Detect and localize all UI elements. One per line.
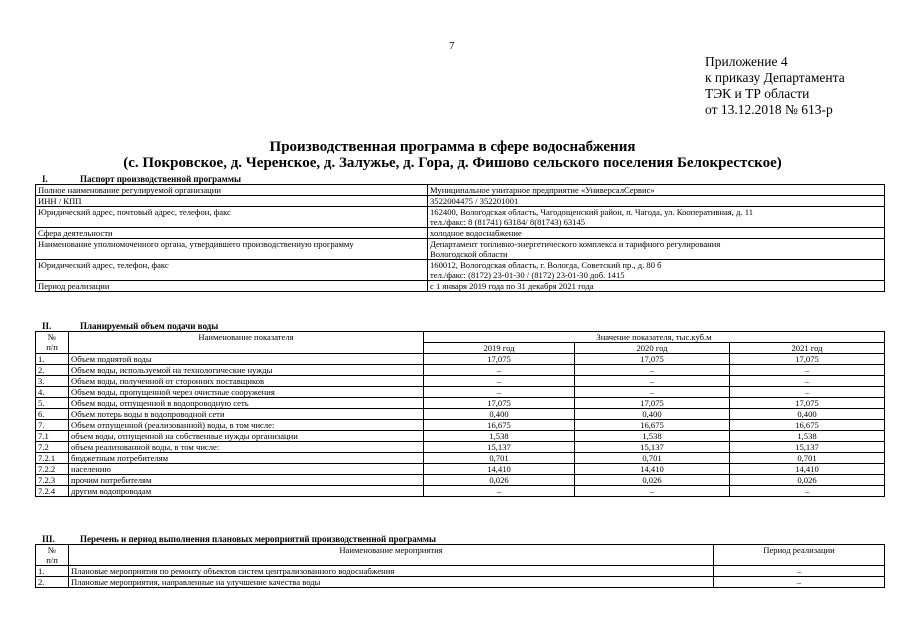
- value-2019: 14,410: [424, 464, 575, 475]
- measures-table: [35, 544, 885, 588]
- column-header-value-group: Значение показателя, тыс.куб.м: [424, 332, 885, 343]
- passport-value: [428, 260, 885, 281]
- appendix-line: Приложение 4: [705, 54, 788, 69]
- header-no-2: п/п: [46, 342, 58, 352]
- table-row: [36, 354, 885, 365]
- table-row: [36, 453, 885, 464]
- passport-value: [428, 239, 885, 260]
- table-row: [36, 365, 885, 376]
- indicator-name: Объем воды, пропущенной через очистные сооружения: [69, 387, 424, 398]
- value-2020: 16,675: [575, 420, 730, 431]
- row-number: 7.2.2: [36, 464, 69, 475]
- table-row: [36, 228, 885, 239]
- passport-value: холодное водоснабжение: [428, 228, 885, 239]
- measure-period: –: [714, 577, 885, 588]
- table-row: [36, 486, 885, 497]
- table-row: [36, 239, 885, 260]
- row-number: 7.2: [36, 442, 69, 453]
- value-2020: 0,026: [575, 475, 730, 486]
- row-number: 4.: [36, 387, 69, 398]
- row-number: 2.: [36, 365, 69, 376]
- appendix-note: [705, 54, 845, 118]
- value-2019: 17,075: [424, 354, 575, 365]
- table-row: [36, 185, 885, 196]
- water-volume-table: [35, 331, 885, 497]
- passport-value-line: 160012, Вологодская область, г. Вологда, Советский пр., д. 80 б: [430, 260, 662, 270]
- table-row: [36, 566, 885, 577]
- table-row: [36, 387, 885, 398]
- title-line-1: Производственная программа в сфере водоснабжения: [269, 139, 636, 155]
- value-2021: –: [730, 387, 885, 398]
- row-number: 7.2.1: [36, 453, 69, 464]
- value-2020: –: [575, 365, 730, 376]
- value-2020: –: [575, 376, 730, 387]
- column-header-period: Период реализации: [714, 545, 885, 566]
- table-row: [36, 207, 885, 228]
- indicator-name: бюджетным потребителям: [69, 453, 424, 464]
- table-header-row: [36, 545, 885, 566]
- passport-label: Юридический адрес, телефон, факс: [36, 260, 428, 281]
- section-number: I.: [42, 174, 48, 184]
- value-2020: 17,075: [575, 398, 730, 409]
- value-2019: 15,137: [424, 442, 575, 453]
- passport-table: [35, 184, 885, 292]
- row-number: 2.: [36, 577, 69, 588]
- indicator-name: другим водопроводам: [69, 486, 424, 497]
- section-1-heading: [42, 174, 241, 184]
- table-row: [36, 398, 885, 409]
- row-number: 7.2.4: [36, 486, 69, 497]
- value-2021: –: [730, 365, 885, 376]
- passport-label: Период реализации: [36, 281, 428, 292]
- passport-label: Юридический адрес, почтовый адрес, телефон, факс: [36, 207, 428, 228]
- value-2021: 17,075: [730, 398, 885, 409]
- value-2021: 0,701: [730, 453, 885, 464]
- row-number: 6.: [36, 409, 69, 420]
- column-header-year: 2021 год: [730, 343, 885, 354]
- indicator-name: объем реализованной воды, в том числе:: [69, 442, 424, 453]
- value-2021: 15,137: [730, 442, 885, 453]
- value-2021: 0,026: [730, 475, 885, 486]
- header-no: №: [47, 545, 57, 555]
- section-number: III.: [42, 534, 55, 544]
- value-2019: 0,400: [424, 409, 575, 420]
- value-2020: 15,137: [575, 442, 730, 453]
- value-2021: –: [730, 486, 885, 497]
- column-header-measure: Наименование мероприятия: [69, 545, 714, 566]
- indicator-name: Объем поднятой воды: [69, 354, 424, 365]
- value-2021: 17,075: [730, 354, 885, 365]
- table-row: [36, 431, 885, 442]
- row-number: 1.: [36, 354, 69, 365]
- value-2019: 17,075: [424, 398, 575, 409]
- table-row: [36, 281, 885, 292]
- passport-label: Полное наименование регулируемой организации: [36, 185, 428, 196]
- indicator-name: Объем потерь воды в водопроводной сети: [69, 409, 424, 420]
- column-header-no: [36, 332, 69, 354]
- value-2020: –: [575, 387, 730, 398]
- table-row: [36, 475, 885, 486]
- value-2019: –: [424, 365, 575, 376]
- appendix-line: от 13.12.2018 № 613-р: [705, 102, 833, 117]
- column-header-name: Наименование показателя: [69, 332, 424, 354]
- row-number: 7.2.3: [36, 475, 69, 486]
- passport-label: Сфера деятельности: [36, 228, 428, 239]
- value-2021: –: [730, 376, 885, 387]
- column-header-year: 2020 год: [575, 343, 730, 354]
- section-number: II.: [42, 321, 52, 331]
- title-line-2: (с. Покровское, д. Черенское, д. Залужье, д. Гора, д. Фишово сельского поселения Белокрестское): [123, 155, 782, 171]
- value-2020: 0,400: [575, 409, 730, 420]
- passport-value: [428, 207, 885, 228]
- passport-label: ИНН / КПП: [36, 196, 428, 207]
- passport-value-line: тел./факс: (8172) 23-01-30 / (8172) 23-01-30 доб. 1415: [430, 270, 625, 280]
- value-2019: 16,675: [424, 420, 575, 431]
- value-2019: –: [424, 387, 575, 398]
- value-2019: –: [424, 376, 575, 387]
- section-title: Паспорт производственной программы: [80, 174, 241, 184]
- column-header-no: [36, 545, 69, 566]
- value-2021: 14,410: [730, 464, 885, 475]
- passport-label: Наименование уполномоченного органа, утвердившего производственную программу: [36, 239, 428, 260]
- row-number: 7.: [36, 420, 69, 431]
- value-2019: 0,701: [424, 453, 575, 464]
- table-header-row: [36, 332, 885, 343]
- row-number: 7.1: [36, 431, 69, 442]
- table-row: [36, 376, 885, 387]
- indicator-name: объем воды, отпущенной на собственные нужды организации: [69, 431, 424, 442]
- table-row: [36, 260, 885, 281]
- passport-value-line: 162400, Вологодская область, Чагодощенский район, п. Чагода, ул. Кооперативная, д. 11: [430, 207, 753, 217]
- passport-value: с 1 января 2019 года по 31 декабря 2021 года: [428, 281, 885, 292]
- value-2020: 14,410: [575, 464, 730, 475]
- passport-value-line: Департамент топливно-энергетического комплекса и тарифного регулирования: [430, 239, 721, 249]
- value-2021: 1,538: [730, 431, 885, 442]
- value-2020: 1,538: [575, 431, 730, 442]
- passport-value: 3522004475 / 352201001: [428, 196, 885, 207]
- indicator-name: Объем воды, полученной от сторонних поставщиков: [69, 376, 424, 387]
- indicator-name: Объем отпущенной (реализованной) воды, в том числе:: [69, 420, 424, 431]
- indicator-name: прочим потребителям: [69, 475, 424, 486]
- indicator-name: населению: [69, 464, 424, 475]
- value-2019: –: [424, 486, 575, 497]
- value-2020: 0,701: [575, 453, 730, 464]
- appendix-line: к приказу Департамента: [705, 70, 845, 85]
- table-row: [36, 409, 885, 420]
- value-2020: –: [575, 486, 730, 497]
- table-row: [36, 196, 885, 207]
- measure-period: –: [714, 566, 885, 577]
- passport-value: Муниципальное унитарное предприятие «УниверсалСервис»: [428, 185, 885, 196]
- passport-value-line: тел./факс: 8 (81741) 63184/ 8(81743) 63145: [430, 217, 586, 227]
- section-title: Планируемый объем подачи воды: [80, 321, 219, 331]
- table-row: [36, 464, 885, 475]
- appendix-line: ТЭК и ТР области: [705, 86, 810, 101]
- page-number: 7: [449, 40, 455, 52]
- section-title: Перечень и период выполнения плановых мероприятий производственной программы: [80, 534, 437, 544]
- measure-name: Плановые мероприятия, направленные на улучшение качества воды: [69, 577, 714, 588]
- table-row: [36, 442, 885, 453]
- column-header-year: 2019 год: [424, 343, 575, 354]
- header-no: №: [47, 332, 57, 342]
- table-row: [36, 577, 885, 588]
- indicator-name: Объем воды, используемой на технологические нужды: [69, 365, 424, 376]
- value-2019: 1,538: [424, 431, 575, 442]
- value-2021: 16,675: [730, 420, 885, 431]
- indicator-name: Объем воды, отпущенной в водопроводную сеть: [69, 398, 424, 409]
- value-2021: 0,400: [730, 409, 885, 420]
- value-2019: 0,026: [424, 475, 575, 486]
- row-number: 5.: [36, 398, 69, 409]
- row-number: 1.: [36, 566, 69, 577]
- measure-name: Плановые мероприятия по ремонту объектов систем централизованного водоснабжения: [69, 566, 714, 577]
- section-2-heading: [42, 321, 218, 331]
- section-3-heading: [42, 534, 436, 544]
- row-number: 3.: [36, 376, 69, 387]
- passport-value-line: Вологодской области: [430, 249, 508, 259]
- header-no-2: п/п: [46, 555, 58, 565]
- table-row: [36, 420, 885, 431]
- value-2020: 17,075: [575, 354, 730, 365]
- document-title: [0, 139, 905, 171]
